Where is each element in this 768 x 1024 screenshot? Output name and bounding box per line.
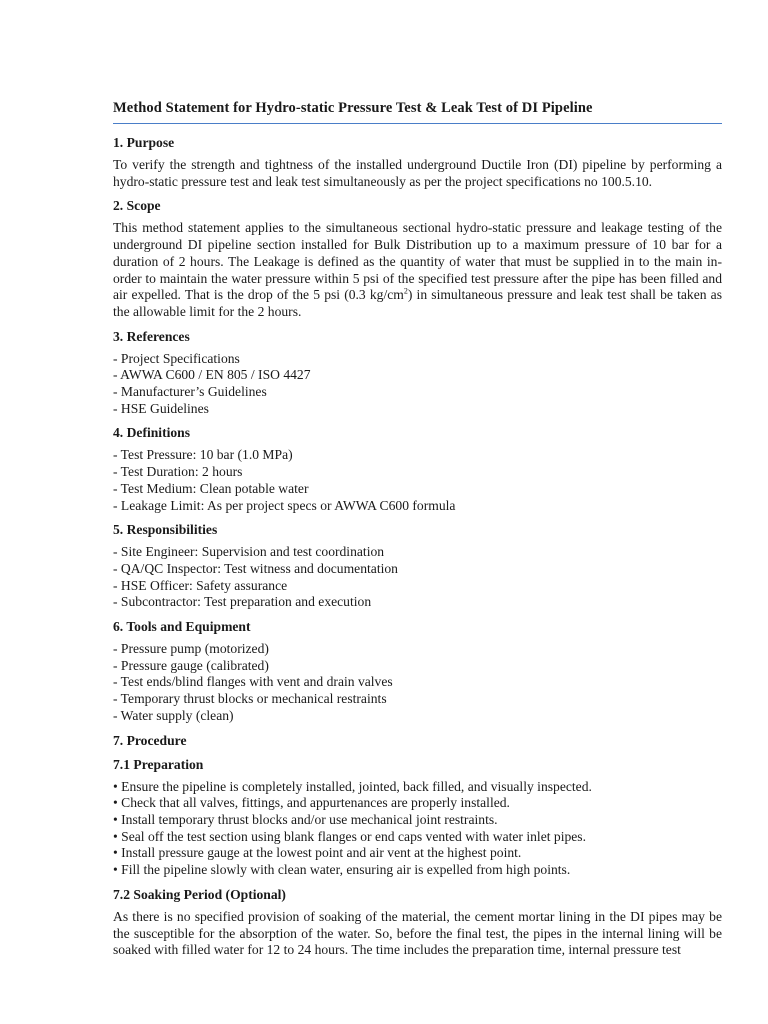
list-item: - Site Engineer: Supervision and test coordination: [113, 544, 385, 560]
list-item: - Test Medium: Clean potable water: [113, 480, 309, 496]
list-item: - Temporary thrust blocks or mechanical restraints: [113, 691, 387, 707]
list-item: • Check that all valves, fittings, and appurtenances are properly installed.: [113, 795, 510, 811]
section-heading-purpose: 1. Purpose: [113, 135, 175, 150]
list-item: • Fill the pipeline slowly with clean water, ensuring air is expelled from high points.: [113, 862, 571, 878]
list-item: • Ensure the pipeline is completely installed, jointed, back filled, and visually inspected.: [113, 778, 592, 794]
section-heading-procedure: 7. Procedure: [113, 732, 187, 748]
scope-paragraph: [113, 220, 722, 320]
list-item: • Install temporary thrust blocks and/or use mechanical joint restraints.: [113, 811, 498, 827]
list-item: - HSE Officer: Safety assurance: [113, 577, 288, 593]
references-list: [113, 351, 722, 418]
document-body: [113, 100, 722, 966]
subsection-heading-preparation: 7.1 Preparation: [113, 756, 204, 772]
list-item: - QA/QC Inspector: Test witness and documentation: [113, 560, 398, 576]
scope-text-part-2: ) in simultaneous pressure and leak test shall be taken as the allowable limit for the 2 hours.: [113, 287, 723, 319]
superscript-2: 2: [403, 286, 408, 296]
document-title: Method Statement for Hydro-static Pressure Test & Leak Test of DI Pipeline: [113, 100, 722, 124]
list-item: - Leakage Limit: As per project specs or AWWA C600 formula: [113, 497, 456, 513]
list-item: - Test Duration: 2 hours: [113, 464, 243, 480]
list-item: - Water supply (clean): [113, 707, 234, 723]
soaking-paragraph: As there is no specified provision of soaking of the material, the cement mortar lining in the DI pipes may be the susceptible for the absorption of the water. So, before the final test, the pipes in the internal lining will be soaked with filled water for 12 to 24 hours. The time includes the preparation time, internal pressure test: [113, 908, 722, 958]
list-item: • Seal off the test section using blank flanges or end caps vented with water inlet pipes.: [113, 828, 586, 844]
list-item: • Install pressure gauge at the lowest point and air vent at the highest point.: [113, 845, 522, 861]
list-item: - Test ends/blind flanges with vent and drain valves: [113, 674, 393, 690]
definitions-list: [113, 447, 722, 514]
purpose-paragraph: To verify the strength and tightness of the installed underground Ductile Iron (DI) pipeline by performing a hydro-static pressure test and leak test simultaneously as per the project specifications no 100.5.10.: [113, 157, 722, 189]
list-item: - HSE Guidelines: [113, 400, 209, 416]
list-item: - Manufacturer’s Guidelines: [113, 384, 267, 400]
list-item: - Subcontractor: Test preparation and execution: [113, 594, 372, 610]
list-item: - Project Specifications: [113, 350, 240, 366]
section-heading-responsibilities: 5. Responsibilities: [113, 522, 218, 538]
section-heading-scope: 2. Scope: [113, 198, 161, 214]
list-item: - Pressure pump (motorized): [113, 641, 269, 657]
section-heading-tools: 6. Tools and Equipment: [113, 619, 251, 635]
list-item: - Test Pressure: 10 bar (1.0 MPa): [113, 447, 293, 463]
subsection-heading-soaking: 7.2 Soaking Period (Optional): [113, 886, 286, 902]
tools-list: [113, 641, 722, 725]
preparation-list: [113, 779, 722, 879]
list-item: - Pressure gauge (calibrated): [113, 657, 269, 673]
section-heading-references: 3. References: [113, 328, 190, 344]
list-item: - AWWA C600 / EN 805 / ISO 4427: [113, 367, 311, 383]
scope-text-part-1: This method statement applies to the simultaneous sectional hydro-static pressure and leakage testing of the underground DI pipeline section installed for Bulk Distribution up to a maximum pressure of 10 bar for a duration of 2 hours. The Leakage is defined as the quantity of water that must be supplied in to the main in-order to maintain the water pressure within 5 psi of the specified test pressure after the pipe has been filled and air expelled. That is the drop of the 5 psi (0.3 kg/cm: [113, 220, 722, 303]
responsibilities-list: [113, 544, 722, 611]
section-heading-definitions: 4. Definitions: [113, 425, 191, 441]
